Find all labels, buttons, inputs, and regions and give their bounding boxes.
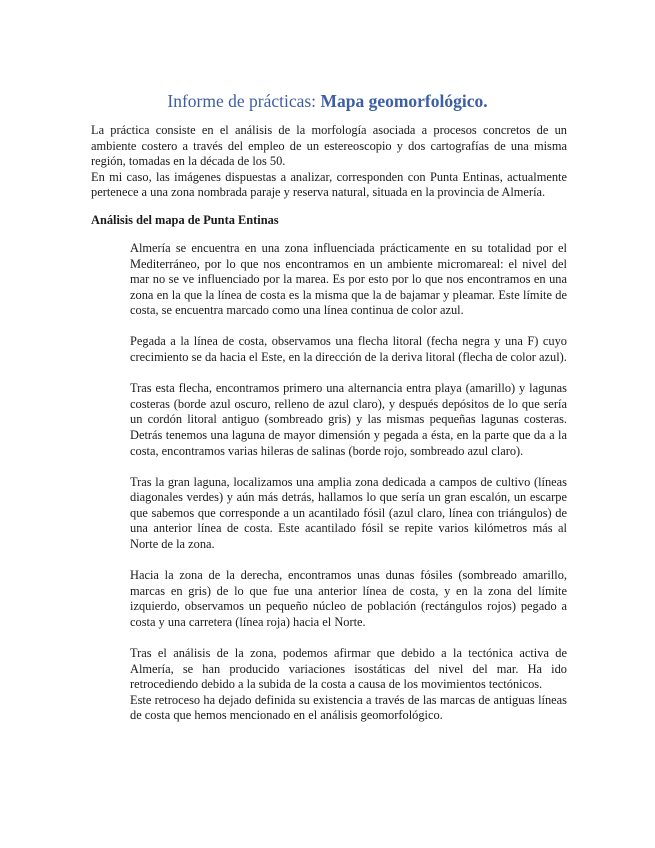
analysis-paragraph-2: Pegada a la línea de costa, observamos una flecha litoral (fecha negra y una F) cuyo crecimiento se da hacia el Este, en la dirección de la deriva litoral (flecha de color azul). [130, 334, 567, 365]
document-title [0, 90, 655, 112]
analysis-paragraph-1: Almería se encuentra en una zona influenciada prácticamente en su totalidad por el Mediterráneo, por lo que nos encontramos en un ambiente micromareal: el nivel del mar no se ve influenciado por la marea. Es por esto por lo que nos encontramos en una zona en la que la línea de costa es la misma que la de bajamar y pleamar. Este límite de costa, se encuentra marcado como una línea continua de color azul. [130, 241, 567, 318]
closing-paragraph-2: Este retroceso ha dejado definida su existencia a través de las marcas de antiguas líneas de costa que hemos mencionado en el análisis geomorfológico. [130, 692, 567, 723]
analysis-paragraph-5: Hacia la zona de la derecha, encontramos unas dunas fósiles (sombreado amarillo, marcas en gris) de lo que fue una anterior línea de costa, y en la zona del límite izquierdo, observamos un pequeño núcleo de población (rectángulos rojos) pegado a costa y una carretera (línea roja) hacia el Norte. [130, 568, 567, 629]
intro-section [91, 123, 567, 201]
intro-paragraph-2: En mi caso, las imágenes dispuestas a analizar, corresponden con Punta Entinas, actualmente pertenece a una zona nombrada paraje y reserva natural, situada en la provincia de Almería. [91, 169, 567, 200]
section-heading: Análisis del mapa de Punta Entinas [91, 213, 279, 227]
closing-paragraph-1: Tras el análisis de la zona, podemos afirmar que debido a la tectónica activa de Almería, se han producido variaciones isostáticas del nivel del mar. Ha ido retrocediendo debido a la subida de la costa a causa de los movimientos tectónicos. [130, 645, 567, 692]
title-main: Mapa geomorfológico. [320, 91, 488, 111]
analysis-section [130, 241, 567, 739]
analysis-paragraph-4: Tras la gran laguna, localizamos una amplia zona dedicada a campos de cultivo (líneas diagonales verdes) y aún más detrás, hallamos lo que sería un gran escalón, un escarpe que sabemos que corresponde a un acantilado fósil (azul claro, línea con triángulos) de una anterior línea de costa. Este acantilado fósil se repite varios kilómetros más al Norte de la zona. [130, 474, 567, 551]
analysis-paragraph-3: Tras esta flecha, encontramos primero una alternancia entra playa (amarillo) y lagunas costeras (borde azul oscuro, relleno de azul claro), y después depósitos de lo que sería un cordón litoral antiguo (sombreado gris) y las mismas pequeñas lagunas costeras. Detrás tenemos una laguna de mayor dimensión y pegada a ésta, en la parte que da a la costa, encontramos varias hileras de salinas (borde rojo, sombreado azul claro). [130, 381, 567, 458]
intro-paragraph-1: La práctica consiste en el análisis de la morfología asociada a procesos concretos de un ambiente costero a través del empleo de un estereoscopio y dos cartografías de una misma región, tomadas en la década de los 50. [91, 123, 567, 169]
title-prefix: Informe de prácticas: [167, 91, 321, 111]
